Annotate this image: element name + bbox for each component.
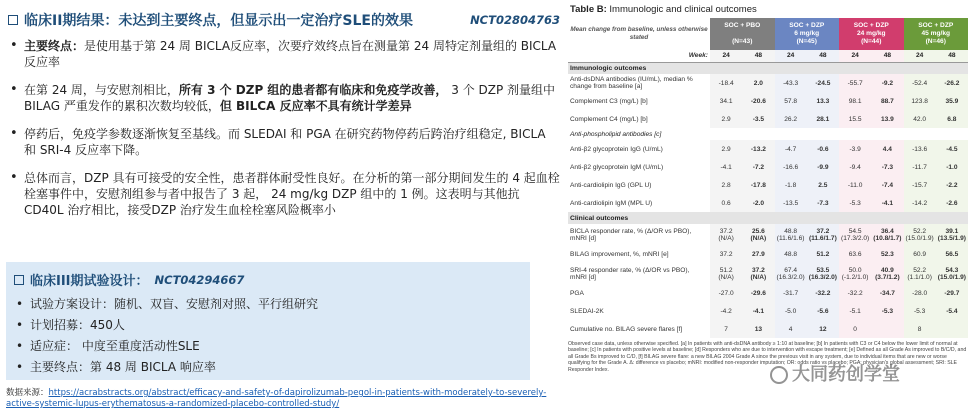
table-row [568, 224, 968, 245]
table-cell: 34.1 [710, 92, 742, 110]
table-row [568, 263, 968, 284]
bullet-bold: 主要终点： [24, 39, 85, 53]
table-cell: -32.2 [807, 284, 839, 302]
table-cell: 57.8 [775, 92, 807, 110]
table-cell: -11.0 [839, 176, 871, 194]
week-cell: 24 [775, 50, 807, 62]
table-cell: -52.4 [904, 74, 936, 92]
table-cell: -4.1 [710, 158, 742, 176]
table-cell: 48.8 [775, 245, 807, 263]
table-cell: 50.0 (-1.2/1.0) [839, 263, 871, 284]
table-cell: -4.7 [775, 140, 807, 158]
section-header: Clinical outcomes [568, 212, 968, 224]
table-cell: 13.3 [807, 92, 839, 110]
design-item: • 主要终点：第 48 周 BICLA 响应率 [16, 357, 318, 378]
week-cell: 24 [710, 50, 742, 62]
bullet-discontinuation [8, 126, 560, 158]
table-cell: 2.9 [710, 110, 742, 128]
table-body [568, 62, 968, 338]
bullet-bold: 所有 3 个 DZP 组的患者都有临床和免疫学改善， [178, 83, 448, 97]
design-list [16, 294, 318, 378]
table-row [568, 194, 968, 212]
week-cell: 24 [904, 50, 936, 62]
table-cell: -7.2 [742, 158, 774, 176]
table-cell: 13 [742, 320, 774, 338]
table-cell: 88.7 [871, 92, 903, 110]
section-header: Anti-phospholipid antibodies [c] [570, 130, 662, 138]
table-panel [568, 4, 968, 412]
design-item: • 试验方案设计：随机、双盲、安慰剂对照、平行组研究 [16, 294, 318, 315]
group-header-dzp6: SOC + DZP 6 mg/kg (N=45) [775, 18, 840, 50]
group-header-dzp24: SOC + DZP 24 mg/kg (N=44) [839, 18, 904, 50]
watermark [770, 360, 900, 386]
table-cell: 25.6 (N/A) [742, 224, 774, 245]
table-cell [936, 320, 968, 338]
table-row [568, 302, 968, 320]
table-cell: 35.9 [936, 92, 968, 110]
table-cell: 67.4 (16.3/2.0) [775, 263, 807, 284]
table-cell: -32.2 [839, 284, 871, 302]
table-cell [871, 320, 903, 338]
row-label: BILAG improvement, %, mNRI [e] [570, 250, 669, 258]
design-title: 临床III期试验设计： [30, 274, 149, 289]
table-cell: -26.2 [936, 74, 968, 92]
table-row [568, 176, 968, 194]
table-cell: -4.1 [871, 194, 903, 212]
table-cell: -11.7 [904, 158, 936, 176]
table-cell: 4.4 [871, 140, 903, 158]
row-label: Anti-dsDNA antibodies (IU/mL), median % change from baseline [a] [570, 76, 693, 90]
table-cell: -4.1 [742, 302, 774, 320]
table-cell: -3.5 [742, 110, 774, 128]
table-cell: -0.6 [807, 140, 839, 158]
design-item: • 适应症： 中度至重度活动性SLE [16, 336, 318, 357]
group-header-dzp45: SOC + DZP 45 mg/kg (N=46) [904, 18, 969, 50]
table-cell: -20.6 [742, 92, 774, 110]
week-label: Week: [568, 50, 710, 62]
table-cell: -18.4 [710, 74, 742, 92]
table-footnote: Observed case data, unless otherwise specified. [a] In patients with anti-dsDNA antibody ≥ 1:10 at baseline; [b] In patients with C3 or C4 below the lower limit of normal at baseline; [c] In patients with positive levels at baseline; [d] Responders who are due to intervention with escape treatment; [e] Defined as all Grade As improved to B/C/D, and all Grade Bs improved to C/D, [f] BILAG severe flare: a new BILAG 2004 Grade A since the previous visit in any system, due to individual items that are new or worse qualifying for the Grade A. Δ: difference vs placebo; mNRI: modified non-responder imputation; OR: odds ratio vs placebo; PGA: physician's global assessment; SRI: SLE Responder Index. [568, 341, 967, 373]
table-cell: -9.4 [839, 158, 871, 176]
table-row [568, 245, 968, 263]
table-cell: -43.3 [775, 74, 807, 92]
section-immunologic [568, 62, 968, 74]
table-cell: -1.0 [936, 158, 968, 176]
table-cell: -5.1 [839, 302, 871, 320]
bullet-week24 [8, 82, 560, 114]
table-cell: 0.6 [710, 194, 742, 212]
table-cell: -15.7 [904, 176, 936, 194]
week-row [568, 50, 968, 62]
table-cell: 48.8 (11.6/1.6) [775, 224, 807, 245]
table-cell: -14.2 [904, 194, 936, 212]
bullet-text: 在第 24 周，与安慰剂相比， [24, 83, 179, 97]
table-cell: 13.9 [871, 110, 903, 128]
table-cell: 37.2 (N/A) [710, 224, 742, 245]
title-row [8, 10, 560, 30]
table-cell: 39.1 (13.5/1.9) [936, 224, 968, 245]
table-cell: 36.4 (10.8/1.7) [871, 224, 903, 245]
table-cell: 8 [904, 320, 936, 338]
table-cell: -5.4 [936, 302, 968, 320]
table-cell: -9.2 [871, 74, 903, 92]
results-bullets [8, 38, 560, 230]
table-cell: -13.5 [775, 194, 807, 212]
table-title-label: Table B: [570, 4, 607, 15]
source-label: 数据来源： [6, 388, 49, 398]
row-label: SLEDAI-2K [570, 307, 604, 315]
table-cell: -9.9 [807, 158, 839, 176]
table-cell: -29.6 [742, 284, 774, 302]
watermark-text: 大同药创学堂 [792, 364, 900, 385]
table-cell: 56.5 [936, 245, 968, 263]
row-label: Complement C4 (mg/L) [b] [570, 115, 648, 123]
table-cell: 54.3 (15.0/1.9) [936, 263, 968, 284]
bullet-safety [8, 170, 560, 218]
table-cell: 12 [807, 320, 839, 338]
table-description: Mean change from baseline, unless otherwise stated [568, 18, 710, 50]
table-cell: -7.4 [871, 176, 903, 194]
group-header-row [568, 18, 968, 50]
table-cell: 4 [775, 320, 807, 338]
table-cell: -1.8 [775, 176, 807, 194]
table-cell: 37.2 (N/A) [742, 263, 774, 284]
table-cell: 6.8 [936, 110, 968, 128]
row-label: Anti-cardiolipin IgM (MPL U) [570, 199, 653, 207]
table-cell: -29.7 [936, 284, 968, 302]
row-label: Anti-β2 glycoprotein IgM (U/mL) [570, 163, 664, 171]
table-cell: -5.6 [807, 302, 839, 320]
section-header: Immunologic outcomes [568, 62, 968, 74]
checkbox-square-icon [14, 275, 24, 285]
table-cell: 2.5 [807, 176, 839, 194]
table-cell: 2.9 [710, 140, 742, 158]
table-cell: -2.6 [936, 194, 968, 212]
nct-id: NCT02804763 [470, 13, 560, 27]
bullet-text: 总体而言，DZP 具有可接受的安全性，患者群体耐受性良好。在分析的第一部分期间发生的 4 起血栓栓塞事件中，安慰剂组参与者中报告了 3 起， 24 mg/kg DZP 组中的 1 例。这表明与其他抗 CD40L 治疗相比，接受DZP 治疗发生血栓栓塞风险概率小 [24, 171, 560, 217]
table-cell: 42.0 [904, 110, 936, 128]
table-cell: -24.5 [807, 74, 839, 92]
table-row [568, 320, 968, 338]
section-antiphospholipid [568, 128, 968, 140]
row-label: Complement C3 (mg/L) [b] [570, 97, 648, 105]
table-cell: 52.2 (1.1/1.0) [904, 263, 936, 284]
table-cell: -13.2 [742, 140, 774, 158]
table-cell: -5.0 [775, 302, 807, 320]
phase3-design-box [6, 262, 530, 380]
table-cell: 40.9 (3.7/1.2) [871, 263, 903, 284]
bullet-text: 3 个 DZP 剂量组中 BILAG 严重发作的累积次数均较低， [24, 83, 556, 113]
outcomes-table [568, 18, 968, 338]
table-cell: 7 [710, 320, 742, 338]
table-cell: -55.7 [839, 74, 871, 92]
week-cell: 24 [839, 50, 871, 62]
page-title: 临床II期结果：未达到主要终点，但显示出一定治疗SLE的效果 [24, 13, 413, 29]
table-cell: 63.6 [839, 245, 871, 263]
table-title-text: Immunologic and clinical outcomes [606, 4, 757, 15]
table-cell: 53.5 (16.3/2.0) [807, 263, 839, 284]
table-cell: 123.8 [904, 92, 936, 110]
source-link[interactable]: https://acrabstracts.org/abstract/efficacy-and-safety-of-dapirolizumab-pegol-in-patients-with-moderately-to-severely-active-systemic-lupus-erythematosus-a-randomized-placebo-controlled-study/ [6, 388, 547, 409]
design-nct-id: NCT04294667 [154, 272, 245, 287]
bullet-primary-endpoint [8, 38, 560, 70]
week-cell: 48 [871, 50, 903, 62]
table-cell: -28.0 [904, 284, 936, 302]
table-cell: 51.2 (N/A) [710, 263, 742, 284]
week-cell: 48 [936, 50, 968, 62]
table-cell: -3.9 [839, 140, 871, 158]
bullet-text: 是使用基于第 24 周 BICLA反应率，次要疗效终点旨在测量第 24 周特定剂量组的 BICLA 反应率 [24, 39, 557, 69]
table-cell: 27.9 [742, 245, 774, 263]
table-cell: -4.2 [710, 302, 742, 320]
table-cell: 28.1 [807, 110, 839, 128]
table-cell: -7.3 [807, 194, 839, 212]
table-cell: 37.2 [710, 245, 742, 263]
row-label: Cumulative no. BILAG severe flares [f] [570, 325, 683, 333]
table-cell: 37.2 (11.6/1.7) [807, 224, 839, 245]
group-header-pbo: SOC + PBO (N=43) [710, 18, 775, 50]
bullet-bold: 但 BILCA 反应率不具有统计学差异 [219, 99, 412, 113]
row-label: PGA [570, 289, 584, 297]
table-cell: -31.7 [775, 284, 807, 302]
table-row [568, 92, 968, 110]
table-cell: 0 [839, 320, 871, 338]
week-cell: 48 [742, 50, 774, 62]
table-cell: 51.2 [807, 245, 839, 263]
design-title-row [14, 270, 244, 289]
table-cell: -34.7 [871, 284, 903, 302]
row-label: BICLA responder rate, % (Δ/OR vs PBO), mNRI [d] [570, 227, 692, 242]
checkbox-square-icon [8, 15, 18, 25]
table-cell: -4.5 [936, 140, 968, 158]
week-cell: 48 [807, 50, 839, 62]
table-cell: 52.2 (15.0/1.9) [904, 224, 936, 245]
table-title [570, 4, 968, 18]
table-cell: -5.3 [871, 302, 903, 320]
table-cell: 2.8 [710, 176, 742, 194]
table-cell: 98.1 [839, 92, 871, 110]
table-cell: 15.5 [839, 110, 871, 128]
table-cell: 26.2 [775, 110, 807, 128]
table-cell: -13.6 [904, 140, 936, 158]
row-label: SRI-4 responder rate, % (Δ/OR vs PBO), mNRI [d] [570, 266, 690, 281]
watermark-logo-icon [770, 366, 788, 384]
design-item: • 计划招募：450人 [16, 315, 318, 336]
table-cell: 2.0 [742, 74, 774, 92]
bullet-text: 停药后，免疫学参数逐渐恢复至基线。而 SLEDAI 和 PGA 在研究药物停药后跨治疗组稳定, BICLA 和 SRI-4 反应率下降。 [24, 127, 546, 157]
table-cell: -5.3 [904, 302, 936, 320]
table-row [568, 158, 968, 176]
row-label: Anti-β2 glycoprotein IgG (U/mL) [570, 145, 663, 153]
table-cell: 60.9 [904, 245, 936, 263]
section-clinical [568, 212, 968, 224]
row-label: Anti-cardiolipin IgG (GPL U) [570, 181, 652, 189]
table-row [568, 74, 968, 92]
table-cell: 52.3 [871, 245, 903, 263]
source-citation [6, 388, 562, 410]
table-cell: 54.5 (17.3/2.0) [839, 224, 871, 245]
table-cell: -7.3 [871, 158, 903, 176]
table-cell: -2.0 [742, 194, 774, 212]
table-cell: -16.6 [775, 158, 807, 176]
table-cell: -17.8 [742, 176, 774, 194]
table-cell: -27.0 [710, 284, 742, 302]
table-row [568, 110, 968, 128]
table-cell: -5.3 [839, 194, 871, 212]
table-cell: -2.2 [936, 176, 968, 194]
table-row [568, 140, 968, 158]
table-row [568, 284, 968, 302]
